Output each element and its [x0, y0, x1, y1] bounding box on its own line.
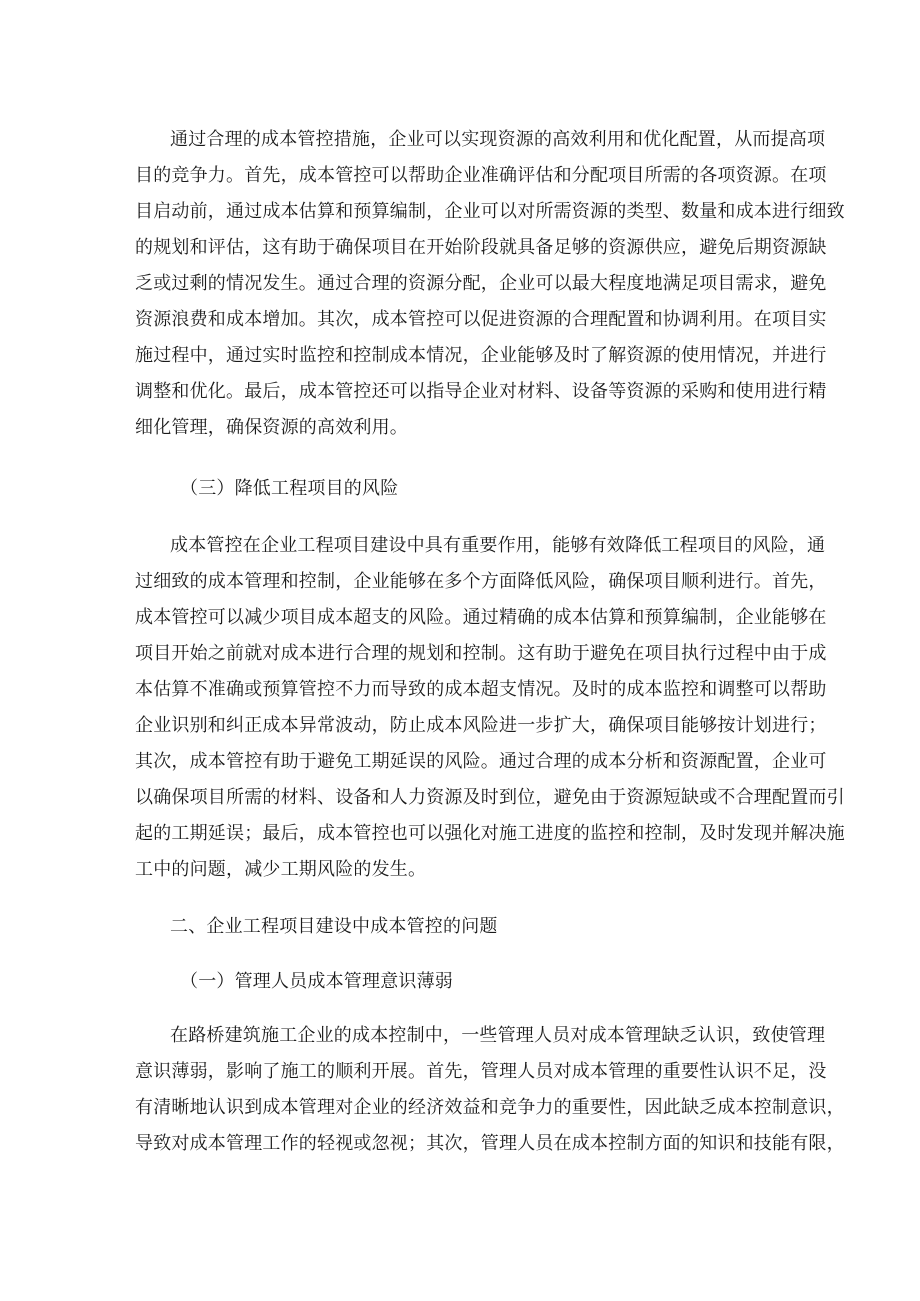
paragraph-line: 乏或过剩的情况发生。通过合理的资源分配，企业可以最大程度地满足项目需求，避免 [135, 273, 827, 294]
paragraph-line: 细化管理，确保资源的高效利用。 [135, 417, 408, 438]
paragraph-line: 目的竞争力。首先，成本管控可以帮助企业准确评估和分配项目所需的各项资源。在项 [135, 165, 827, 186]
paragraph-line: 以确保项目所需的材料、设备和人力资源及时到位，避免由于资源短缺或不合理配置而引 [135, 787, 845, 808]
section-heading-3: （三）降低工程项目的风险 [180, 478, 399, 499]
paragraph-line: 的规划和评估，这有助于确保项目在开始阶段就具备足够的资源供应，避免后期资源缺 [135, 237, 827, 258]
section-heading-2-1: （一）管理人员成本管理意识薄弱 [180, 971, 453, 992]
paragraph-line: 项目开始之前就对成本进行合理的规划和控制。这有助于避免在项目执行过程中由于成 [135, 643, 827, 664]
paragraph-line: 本估算不准确或预算管控不力而导致的成本超支情况。及时的成本监控和调整可以帮助 [135, 679, 827, 700]
paragraph-line: 在路桥建筑施工企业的成本控制中，一些管理人员对成本管理缺乏认识，致使管理 [170, 1025, 826, 1046]
paragraph-line: 资源浪费和成本增加。其次，成本管控可以促进资源的合理配置和协调利用。在项目实 [135, 309, 827, 330]
paragraph-line: 通过合理的成本管控措施，企业可以实现资源的高效利用和优化配置，从而提高项 [170, 129, 826, 150]
paragraph-line: 其次，成本管控有助于避免工期延误的风险。通过合理的成本分析和资源配置，企业可 [135, 751, 827, 772]
paragraph-line: 起的工期延误；最后，成本管控也可以强化对施工进度的监控和控制，及时发现并解决施 [135, 823, 845, 844]
paragraph-line: 过细致的成本管理和控制，企业能够在多个方面降低风险，确保项目顺利进行。首先， [135, 571, 827, 592]
paragraph-line: 成本管控在企业工程项目建设中具有重要作用，能够有效降低工程项目的风险，通 [170, 535, 826, 556]
paragraph-line: 成本管控可以减少项目成本超支的风险。通过精确的成本估算和预算编制，企业能够在 [135, 607, 827, 628]
paragraph-line: 企业识别和纠正成本异常波动，防止成本风险进一步扩大，确保项目能够按计划进行； [135, 715, 827, 736]
paragraph-line: 有清晰地认识到成本管理对企业的经济效益和竞争力的重要性，因此缺乏成本控制意识， [135, 1097, 845, 1118]
paragraph-line: 意识薄弱，影响了施工的顺利开展。首先，管理人员对成本管理的重要性认识不足，没 [135, 1061, 827, 1082]
paragraph-line: 导致对成本管理工作的轻视或忽视；其次，管理人员在成本控制方面的知识和技能有限， [135, 1133, 845, 1154]
paragraph-line: 工中的问题，减少工期风险的发生。 [135, 859, 427, 880]
paragraph-line: 目启动前，通过成本估算和预算编制，企业可以对所需资源的类型、数量和成本进行细致 [135, 201, 845, 222]
paragraph-line: 施过程中，通过实时监控和控制成本情况，企业能够及时了解资源的使用情况，并进行 [135, 345, 827, 366]
paragraph-line: 调整和优化。最后，成本管控还可以指导企业对材料、设备等资源的采购和使用进行精 [135, 381, 827, 402]
chapter-heading-2: 二、企业工程项目建设中成本管控的问题 [170, 916, 498, 937]
